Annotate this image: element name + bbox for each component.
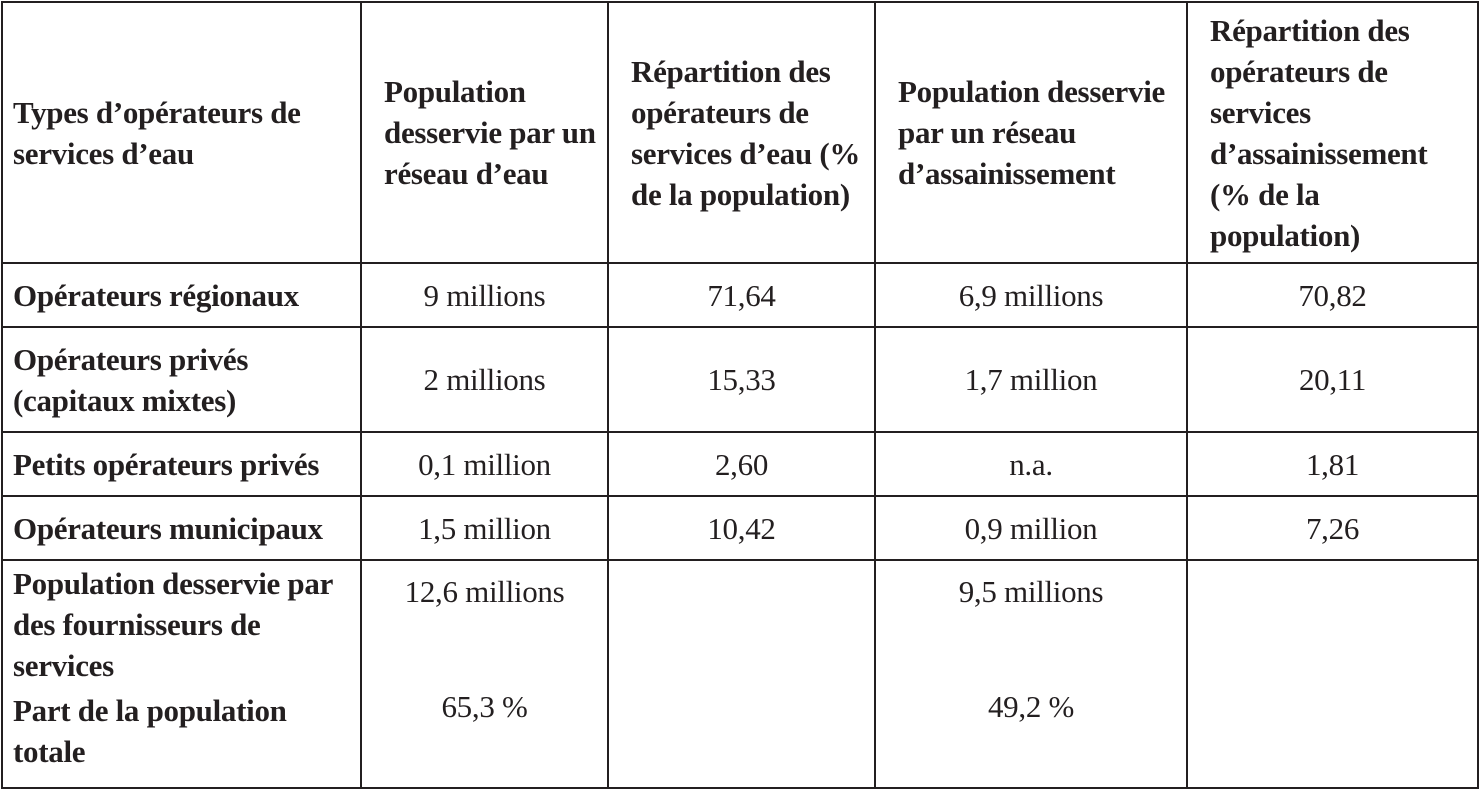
empty-cell [608,560,875,788]
water-operators-table [1,1,1479,789]
sanitation-population-cell: n.a. [875,432,1187,496]
water-share-cell: 15,33 [608,327,875,432]
sanitation-share-cell: 1,81 [1187,432,1478,496]
row-label: Petits opérateurs privés [2,432,361,496]
share-label: Part de la population totale [13,693,287,769]
water-population-cell: 0,1 million [361,432,608,496]
header-water-share: Répartition des opérateurs de services d’eau (% de la population) [608,2,875,263]
water-share-value: 65,3 % [441,689,528,724]
water-population-cell: 1,5 million [361,496,608,560]
sanitation-share-value: 49,2 % [987,689,1075,724]
sanitation-population-cell: 0,9 million [875,496,1187,560]
summary-row [2,560,1478,788]
empty-cell [1187,560,1478,788]
sanitation-population-cell: 1,7 million [875,327,1187,432]
header-water-population: Population desservie par un réseau d’eau [361,2,608,263]
sanitation-share-cell: 7,26 [1187,496,1478,560]
water-summary-cell [361,560,608,788]
water-share-cell: 2,60 [608,432,875,496]
sanitation-share-cell: 20,11 [1187,327,1478,432]
water-served-value: 12,6 millions [404,574,565,609]
water-population-cell: 9 millions [361,263,608,327]
served-label: Population desservie par des fournisseurs de services [13,566,333,683]
header-sanitation-share: Répartition des opérateurs de services d’assainissement (% de la population) [1187,2,1478,263]
row-label: Opérateurs régionaux [2,263,361,327]
row-label: Opérateurs privés (capitaux mixtes) [2,327,361,432]
water-share-cell: 10,42 [608,496,875,560]
sanitation-served-value: 9,5 millions [958,574,1104,609]
table-row [2,496,1478,560]
header-sanitation-population: Population desservie par un réseau d’assainissement [875,2,1187,263]
row-label: Opérateurs municipaux [2,496,361,560]
header-operator-type: Types d’opérateurs de services d’eau [2,2,361,263]
header-row [2,2,1478,263]
sanitation-summary-cell [875,560,1187,788]
summary-labels [2,560,361,788]
water-population-cell: 2 millions [361,327,608,432]
water-share-cell: 71,64 [608,263,875,327]
table-row [2,432,1478,496]
sanitation-population-cell: 6,9 millions [875,263,1187,327]
table-row [2,263,1478,327]
table-row [2,327,1478,432]
sanitation-share-cell: 70,82 [1187,263,1478,327]
